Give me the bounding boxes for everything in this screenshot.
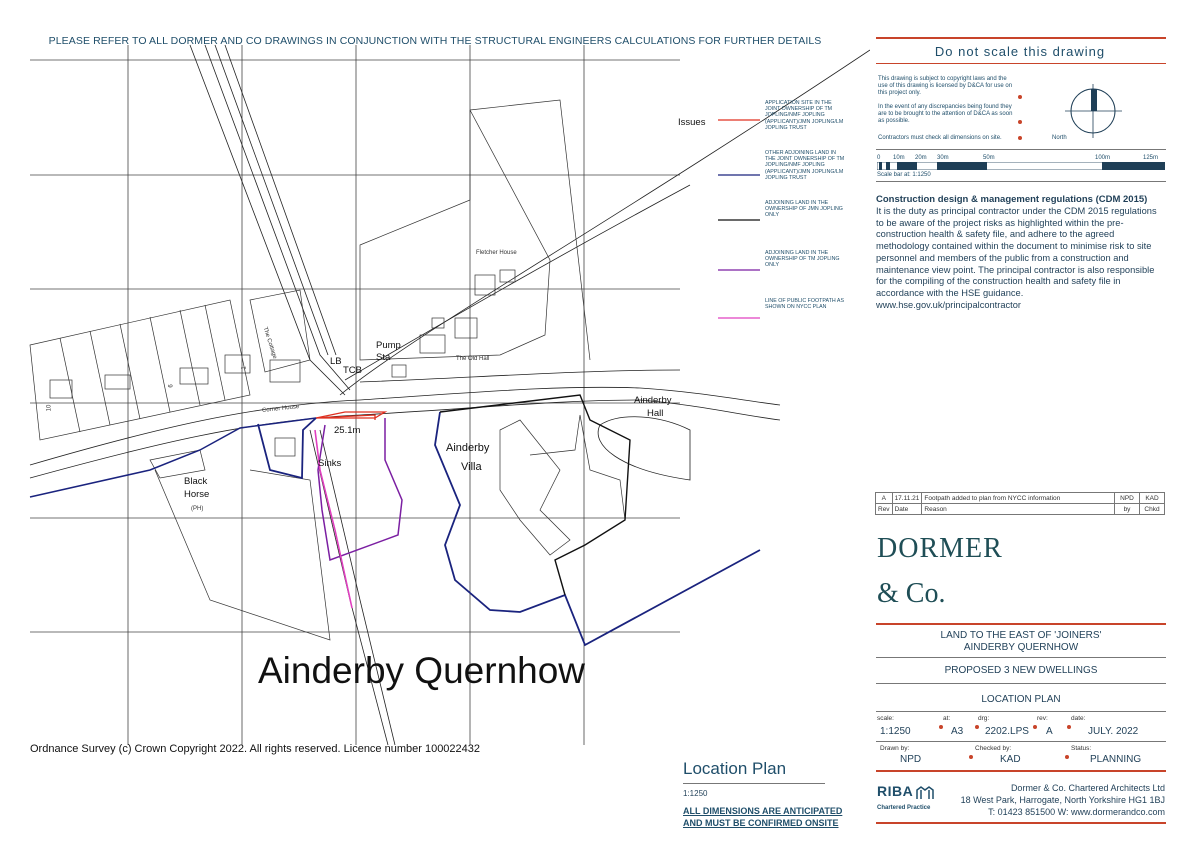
info-label-drg: drg: bbox=[978, 715, 990, 722]
note-copyright: This drawing is subject to copyright laws and the use of this drawing is licensed by D&CA for use on this project only. bbox=[878, 76, 1013, 96]
info-label-scale: scale: bbox=[877, 715, 894, 722]
riba-chartered-practice: Chartered Practice bbox=[877, 805, 931, 811]
info-at: A3 bbox=[951, 726, 964, 737]
info-bullet bbox=[939, 725, 943, 729]
scale-tick-20: 20m bbox=[915, 155, 927, 161]
info-label-at: at: bbox=[943, 715, 951, 722]
brand-and-co: & Co. bbox=[877, 578, 946, 609]
label-ainderby-hall-1: Ainderby bbox=[634, 395, 672, 406]
info-bullet bbox=[1067, 725, 1071, 729]
rev-header-date: Date bbox=[892, 504, 922, 515]
cdm-heading: Construction design & management regulations (CDM 2015) bbox=[876, 194, 1148, 205]
label-house-10: 10 bbox=[46, 404, 53, 412]
scale-bottom-rule bbox=[876, 181, 1166, 182]
label-corner-house: Corner House bbox=[261, 404, 300, 414]
label-horse: Horse bbox=[184, 489, 210, 500]
legend-jmn-land: ADJOINING LAND IN THE OWNERSHIP OF JMN JOPLING ONLY bbox=[765, 200, 843, 219]
project-description: PROPOSED 3 NEW DWELLINGS bbox=[944, 665, 1098, 676]
sign-label-status: Status: bbox=[1071, 745, 1092, 752]
place-name: Ainderby Quernhow bbox=[258, 650, 586, 691]
south-plots bbox=[150, 415, 625, 640]
address-contact: T: 01423 851500 W: www.dormerandco.com bbox=[988, 807, 1165, 817]
project-line1: LAND TO THE EAST OF 'JOINERS' bbox=[940, 630, 1102, 641]
north-plots bbox=[360, 100, 590, 377]
legend-footpath: LINE OF PUBLIC FOOTPATH AS SHOWN ON NYCC PLAN bbox=[765, 298, 844, 311]
sign-status: PLANNING bbox=[1090, 754, 1142, 765]
revision-header bbox=[876, 504, 1165, 515]
sign-label-checked: Checked by: bbox=[975, 745, 1012, 752]
project-top-rule bbox=[876, 623, 1166, 625]
rev-by: NPD bbox=[1115, 493, 1140, 504]
dimension-warning-line2: AND MUST BE CONFIRMED ONSITE bbox=[683, 818, 839, 828]
label-issues: Issues bbox=[678, 117, 706, 128]
location-plan-scale: 1:1250 bbox=[683, 789, 708, 798]
sign-bullet bbox=[969, 755, 973, 759]
note-bullet bbox=[1018, 95, 1022, 99]
scale-tick-125: 125m bbox=[1143, 155, 1159, 161]
note-check-dimensions: Contractors must check all dimensions on site. bbox=[878, 135, 1002, 141]
scale-bar-at: Scale bar at: 1:1250 bbox=[877, 172, 931, 178]
sign-drawn: NPD bbox=[900, 754, 922, 765]
label-tcb: TCB bbox=[343, 365, 362, 376]
label-sinks: Sinks bbox=[318, 458, 342, 469]
scale-tick-10: 10m bbox=[893, 155, 905, 161]
rev-header-by: by bbox=[1115, 504, 1140, 515]
brand-dormer: DORMER bbox=[877, 533, 1003, 564]
label-old-hall: The Old Hall bbox=[456, 356, 490, 362]
north-label: North bbox=[1052, 135, 1067, 141]
riba-logo: RIBA bbox=[877, 783, 914, 799]
rev-header-chkd: Chkd bbox=[1140, 504, 1165, 515]
info-bullet bbox=[975, 725, 979, 729]
scale-tick-30: 30m bbox=[937, 155, 949, 161]
sign-checked: KAD bbox=[1000, 754, 1021, 765]
terrace-plots bbox=[30, 290, 310, 440]
info-drg: 2202.LPS bbox=[985, 726, 1029, 737]
os-copyright: Ordnance Survey (c) Crown Copyright 2022. All rights reserved. Licence number 100022432 bbox=[30, 743, 481, 755]
info-scale: 1:1250 bbox=[880, 726, 911, 737]
label-lb: LB bbox=[330, 356, 342, 367]
scale-rule bbox=[876, 149, 1166, 150]
north-arrow-icon bbox=[1060, 80, 1130, 142]
location-plan-title: Location Plan bbox=[683, 759, 787, 778]
project-rule bbox=[876, 657, 1166, 658]
label-black: Black bbox=[184, 476, 208, 487]
cdm-body: It is the duty as principal contractor under the CDM 2015 regulations to be aware of the project risks as highlighted within the pre-construction health & safety file, and adhere to the agreed methodology contained within the document to minimise risk to site personnel and members of the public from a construction and maintenance view point. The principal contractor is also responsible for the compiling of the construction health and safety file in accordance with the HSE guidance. www.hse.gov.uk/principalcontractor bbox=[876, 206, 1157, 310]
label-sta: Sta bbox=[376, 352, 391, 363]
label-house-1: 1 bbox=[241, 366, 248, 370]
label-house-6: 6 bbox=[168, 384, 175, 388]
label-ainderby-hall-2: Hall bbox=[647, 408, 664, 419]
dimension-warning bbox=[683, 805, 842, 829]
notice-rule bbox=[876, 63, 1166, 64]
rev-date: 17.11.21 bbox=[892, 493, 922, 504]
rev-value: A bbox=[876, 493, 893, 504]
info-date: JULY. 2022 bbox=[1088, 726, 1139, 737]
label-pump: Pump bbox=[376, 340, 401, 351]
title-block-bottom-rule bbox=[876, 822, 1166, 824]
legend-tm-land: ADJOINING LAND IN THE OWNERSHIP OF TM JOPLING ONLY bbox=[765, 250, 840, 269]
legend-swatches bbox=[718, 120, 760, 318]
drawing-banner: PLEASE REFER TO ALL DORMER AND CO DRAWINGS IN CONJUNCTION WITH THE STRUCTURAL ENGINEERS CALCULATIONS FOR FURTHER DETAILS bbox=[48, 35, 822, 47]
note-discrepancies: In the event of any discrepancies being found they are to be brought to the attention of D&CA as soon as possible. bbox=[878, 104, 1013, 124]
revision-row bbox=[876, 493, 1165, 504]
scale-bar bbox=[877, 162, 1165, 170]
ownership-boundaries bbox=[30, 395, 760, 645]
sign-bottom-rule bbox=[876, 770, 1166, 772]
label-the-cottage: The Cottage bbox=[261, 326, 278, 360]
project-line2: AINDERBY QUERNHOW bbox=[963, 642, 1079, 653]
label-ainderby-villa-1: Ainderby bbox=[446, 442, 490, 454]
note-bullet bbox=[1018, 120, 1022, 124]
label-fletcher-house: Fletcher House bbox=[476, 250, 517, 256]
rev-header-reason: Reason bbox=[922, 504, 1115, 515]
info-rule bbox=[876, 741, 1166, 742]
scale-tick-100: 100m bbox=[1095, 155, 1111, 161]
rev-header-rev: Rev bbox=[876, 504, 893, 515]
label-level: 25.1m bbox=[334, 425, 361, 436]
revision-table bbox=[875, 492, 1165, 515]
roads bbox=[30, 45, 870, 745]
scale-tick-50: 50m bbox=[983, 155, 995, 161]
riba-emblem-icon bbox=[916, 786, 934, 800]
legend-other-adjoining-land: OTHER ADJOINING LAND IN THE JOINT OWNERSHIP OF TM JOPLING/NMF JOPLING (APPLICANT)/JMN JOPLING/LM JOPLING TRUST bbox=[765, 150, 845, 181]
address-company: Dormer & Co. Chartered Architects Ltd bbox=[1010, 783, 1165, 793]
info-bullet bbox=[1033, 725, 1037, 729]
legend-application-site: APPLICATION SITE IN THE JOINT OWNERSHIP OF TM JOPLING/NMF JOPLING (APPLICANT)/JMN JOPLING/LM JOPLING TRUST bbox=[765, 100, 844, 131]
do-not-scale-notice: Do not scale this drawing bbox=[934, 44, 1106, 59]
drawing-title: LOCATION PLAN bbox=[981, 694, 1061, 705]
title-block-top-rule bbox=[876, 37, 1166, 39]
description-rule bbox=[876, 683, 1166, 684]
info-label-date: date: bbox=[1071, 715, 1086, 722]
info-label-rev: rev: bbox=[1037, 715, 1048, 722]
address-street: 18 West Park, Harrogate, North Yorkshire HG1 1BJ bbox=[960, 795, 1165, 805]
rev-reason: Footpath added to plan from NYCC information bbox=[922, 493, 1115, 504]
rev-chkd: KAD bbox=[1140, 493, 1165, 504]
location-plan-divider bbox=[683, 783, 825, 784]
title-rule bbox=[876, 711, 1166, 712]
info-rev: A bbox=[1046, 726, 1053, 737]
sign-label-drawn: Drawn by: bbox=[880, 745, 910, 752]
label-ainderby-villa-2: Villa bbox=[461, 461, 482, 473]
note-bullet bbox=[1018, 136, 1022, 140]
scale-tick-0: 0 bbox=[877, 155, 881, 161]
dimension-warning-line1: ALL DIMENSIONS ARE ANTICIPATED bbox=[683, 806, 843, 816]
sign-bullet bbox=[1065, 755, 1069, 759]
label-ph: (PH) bbox=[191, 506, 204, 512]
